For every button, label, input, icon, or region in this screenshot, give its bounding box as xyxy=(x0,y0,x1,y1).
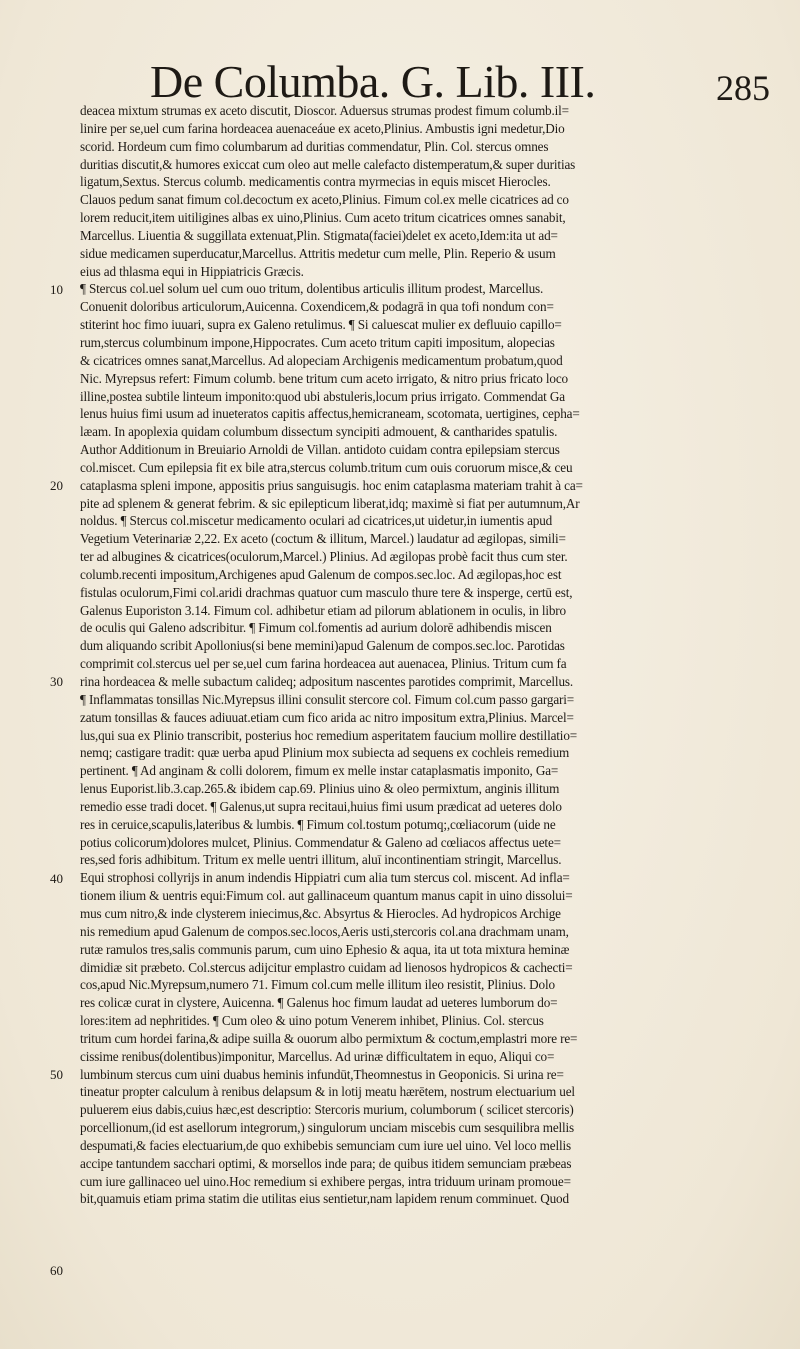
text-line xyxy=(80,316,740,334)
text-line-content: nis remedium apud Galenum de compos.sec.locos,Aeris usti,stercoris col.ana drachmam unam, xyxy=(80,923,569,939)
text-line xyxy=(80,727,740,745)
text-line-content: Conuenit doloribus articulorum,Auicenna. Coxendicem,& podagrā in qua tofi nondum con= xyxy=(80,299,554,315)
text-line xyxy=(80,120,740,138)
text-line-content: cataplasma spleni impone, appositis prius sanguisugis. hoc enim cataplasma materiam trahit à ca= xyxy=(80,477,583,493)
text-line xyxy=(80,173,740,191)
text-line xyxy=(80,530,740,548)
text-line-content: cum iure gallinaceo uel uino.Hoc remedium si exhibere pergas, intra triduum urinam promoue= xyxy=(80,1173,571,1189)
text-line xyxy=(80,548,740,566)
margin-line-number: 30 xyxy=(50,674,63,690)
text-line-content: & cicatrices omnes sanat,Marcellus. Ad alopeciam Archigenis medicamentum probatum,quod xyxy=(80,352,563,368)
text-line-content: Equi strophosi collyrijs in anum indendis Hippiatri cum alia tum stercus col. miscent. Ad infla= xyxy=(80,870,570,886)
text-line-content: tritum cum hordei farina,& adipe suilla & ouorum albo permixtum & coctum,emplastri more re= xyxy=(80,1030,578,1046)
text-line xyxy=(80,1137,740,1155)
text-line xyxy=(80,512,740,530)
text-line xyxy=(80,388,740,406)
text-line-content: pite ad splenem & generat febrim. & sic epilepticum liberat,idq; maximè si fiat per autumnum,Ar xyxy=(80,495,580,511)
text-line xyxy=(80,976,740,994)
margin-line-number: 50 xyxy=(50,1066,63,1082)
text-line-content: res colicæ curat in clystere, Auicenna. ¶ Galenus hoc fimum laudat ad ueteres lumborum do= xyxy=(80,995,558,1011)
text-line-content: eius ad thlasma equi in Hippiatricis Græcis. xyxy=(80,263,304,279)
margin-line-number: 60 xyxy=(50,1263,63,1279)
text-line-content: rina hordeacea & melle subactum calideq; adpositum nascentes parotides comprimit, Marcellus. xyxy=(80,674,574,689)
text-line xyxy=(80,637,740,655)
text-line-content: scorid. Hordeum cum fimo columbarum ad duritias commendatur, Plin. Col. stercus omnes xyxy=(80,138,549,154)
text-line xyxy=(80,887,740,905)
text-line-content: lus,qui sua ex Plinio transcribit, posterius hoc remedium asperitatem faucium mollire destillatio= xyxy=(80,727,578,743)
text-line xyxy=(80,1119,740,1137)
text-line xyxy=(80,1030,740,1048)
text-line xyxy=(80,584,740,602)
text-line xyxy=(80,495,740,513)
text-line-content: lenus huius fimi usum ad inueteratos capitis affectus,hemicraneam, scotomata, uertigines, cepha= xyxy=(80,406,580,422)
text-line xyxy=(80,780,740,798)
text-line-content: res,sed foris adhibitum. Tritum ex melle uentri illitum, aluī incontinentiam stringit, Marcellus. xyxy=(80,852,562,868)
margin-line-number: 20 xyxy=(50,477,63,493)
text-line-content: potius colicorum)dolores mulcet, Plinius. Commendatur & Galeno ad cœliacos affectus uete= xyxy=(80,834,561,850)
text-line-content: Vegetium Veterinariæ 2,22. Ex aceto (coctum & illitum, Marcel.) laudatur ad ægilopas, simili= xyxy=(80,531,566,547)
page-number: 285 xyxy=(716,68,770,108)
text-line-content: mus cum nitro,& inde clysterem iniecimus,&c. Absyrtus & Hierocles. Ad hydropicos Archige xyxy=(80,905,561,921)
text-line-content: nemq; castigare tradit: quæ uerba apud Plinium mox subiecta ad sequens ex cochleis remedium xyxy=(80,745,570,761)
text-line xyxy=(80,191,740,209)
text-line xyxy=(80,280,740,298)
text-line-content: Clauos pedum sanat fimum col.decoctum ex aceto,Plinius. Fimum col.ex melle cicatrices ad co xyxy=(80,192,569,208)
text-line xyxy=(80,1155,740,1173)
text-line-content: bit,quamuis etiam prima statim die utilitas eius sentietur,nam lapidem renum comminuet. Quod xyxy=(80,1191,569,1207)
text-line-content: sidue medicamen superducatur,Marcellus. Attritis medetur cum melle, Plin. Reperio & usum xyxy=(80,245,556,261)
text-line-content: illine,postea subtile linteum imponito:quod ubi abstuleris,locum prius irrigato. Commendat Ga xyxy=(80,388,565,404)
text-line-content: rum,stercus columbinum impone,Hippocrates. Cum aceto tritum capiti impositum, alopecias xyxy=(80,334,555,350)
text-line xyxy=(80,138,740,156)
text-line-content: accipe tantundem sacchari optimi, & morsellos inde para; de quibus itidem semunciam præbeas xyxy=(80,1155,572,1171)
body-text xyxy=(80,102,740,1208)
text-line-content: ligatum,Sextus. Stercus columb. medicamentis contra myrmecias in equis miscet Hierocles. xyxy=(80,174,551,190)
text-line xyxy=(80,994,740,1012)
text-line-content: pertinent. ¶ Ad anginam & colli dolorem, fimum ex melle instar cataplasmatis imponito, Ga= xyxy=(80,763,559,779)
text-line xyxy=(80,405,740,423)
text-line xyxy=(80,619,740,637)
text-line-content: læam. In apoplexia quidam columbum dissectum syncipiti admouent, & cantharides spatulis. xyxy=(80,424,558,440)
text-line-content: despumati,& facies electuarium,de quo exhibebis semunciam cum iure uel uino. Vel loco mellis xyxy=(80,1137,571,1153)
text-line-content: Nic. Myrepsus refert: Fimum columb. bene tritum cum aceto irrigato, & nitro prius fricato loco xyxy=(80,370,568,386)
text-line xyxy=(80,709,740,727)
text-line xyxy=(80,1083,740,1101)
text-line xyxy=(80,798,740,816)
text-line xyxy=(80,762,740,780)
text-line-content: col.miscet. Cum epilepsia fit ex bile atra,stercus columb.tritum cum ouis coruorum misce,& ceu xyxy=(80,459,573,475)
text-line-content: ¶ Stercus col.uel solum uel cum ouo tritum, dolentibus articulis illitum prodest, Marcellus. xyxy=(80,281,544,297)
text-line xyxy=(80,923,740,941)
text-line-content: cos,apud Nic.Myrepsum,numero 71. Fimum col.cum melle illitum ileo resistit, Plinius. Dolo xyxy=(80,977,555,993)
text-line xyxy=(80,1173,740,1191)
text-line xyxy=(80,959,740,977)
text-line-content: de oculis qui Galeno adscribitur. ¶ Fimum col.fomentis ad aurium dolorē adhibendis miscen xyxy=(80,620,552,636)
text-line-content: linire per se,uel cum farina hordeacea auenaceáue ex aceto,Plinius. Ambustis igni medetur,Dio xyxy=(80,120,565,136)
text-line-content: Marcellus. Liuentia & suggillata extenuat,Plin. Stigmata(faciei)delet ex aceto,Idem:ita ut ad= xyxy=(80,227,558,243)
text-line-content: duritias discutit,& humores exiccat cum oleo aut melle calefacto distemperatum,& super duritias xyxy=(80,156,576,172)
text-line xyxy=(80,1012,740,1030)
text-line-content: Galenus Euporiston 3.14. Fimum col. adhibetur etiam ad pilorum ablationem in oculis, in libro xyxy=(80,602,566,618)
text-line xyxy=(80,441,740,459)
text-line xyxy=(80,102,740,120)
text-line xyxy=(80,352,740,370)
text-line xyxy=(80,227,740,245)
text-line xyxy=(80,602,740,620)
text-line-content: lorem reducit,item uitiligines albas ex uino,Plinius. Cum aceto tritum cicatrices omnes sanabit, xyxy=(80,210,566,226)
text-line xyxy=(80,869,740,887)
text-line xyxy=(80,245,740,263)
text-line xyxy=(80,156,740,174)
text-line xyxy=(80,744,740,762)
text-line-content: puluerem eius dabis,cuius hæc,est descriptio: Stercoris murium, columborum ( scilicet stercoris) xyxy=(80,1102,574,1118)
text-line xyxy=(80,1190,740,1208)
text-line xyxy=(80,691,740,709)
text-line-content: tionem ilium & uentris equi:Fimum col. aut gallinaceum quantum manus capit in uino dissolui= xyxy=(80,888,573,904)
margin-line-number: 10 xyxy=(50,281,63,297)
text-line-content: remedio esse tradi docet. ¶ Galenus,ut supra recitaui,huius fimi usum prædicat ad ueteres dolo xyxy=(80,798,562,814)
text-line-content: tineatur propter calculum à renibus delapsum & in lotij meatu hærētem, nostrum electuarium uel xyxy=(80,1084,575,1100)
text-line-content: cissime renibus(dolentibus)imponitur, Marcellus. Ad urinæ difficultatem in equo, Aliqui co= xyxy=(80,1048,555,1064)
text-line xyxy=(80,655,740,673)
text-line-content: Author Additionum in Breuiario Arnoldi de Villan. antidoto cuidam contra epilepsiam stercus xyxy=(80,442,560,458)
text-line-content: lumbinum stercus cum uini duabus heminis infundūt,Theomnestus in Geoponicis. Si urina re= xyxy=(80,1066,564,1082)
text-line-content: rutæ ramulos tres,salis communis parum, cum uino Ephesio & aqua, ita ut tota mixtura heminæ xyxy=(80,941,570,957)
text-line-content: dum aliquando scribit Apollonius(si bene memini)apud Galenum de compos.sec.loc. Parotidas xyxy=(80,638,565,654)
text-line-content: ter ad albugines & cicatrices(oculorum,Marcel.) Plinius. Ad ægilopas probè facit thus cum ster. xyxy=(80,549,568,565)
text-line xyxy=(80,263,740,281)
text-line xyxy=(80,1048,740,1066)
text-line xyxy=(80,1066,740,1084)
text-line xyxy=(80,334,740,352)
margin-line-number: 40 xyxy=(50,870,63,886)
text-line xyxy=(80,298,740,316)
text-line xyxy=(80,1101,740,1119)
text-line-content: deacea mixtum strumas ex aceto discutit, Dioscor. Aduersus strumas prodest fimum columb.il= xyxy=(80,103,569,118)
running-title: De Columba. G. Lib. III. xyxy=(150,56,596,107)
text-line xyxy=(80,459,740,477)
text-line xyxy=(80,816,740,834)
text-line-content: porcellionum,(id est asellorum integrorum,) singulorum unciam miscebis cum sesquilibra mellis xyxy=(80,1120,575,1136)
text-line-content: zatum tonsillas & fauces adiuuat.etiam cum fico arida ac nitro impositum extra,Plinius. Marcel= xyxy=(80,709,574,725)
text-line xyxy=(80,477,740,495)
page-header xyxy=(150,56,770,108)
text-line xyxy=(80,423,740,441)
text-line xyxy=(80,834,740,852)
text-line xyxy=(80,851,740,869)
text-line-content: dimidiæ sit præbeto. Col.stercus adijcitur emplastro cuidam ad lienosos hydropicos & cachecti= xyxy=(80,959,573,975)
text-line-content: ¶ Inflammatas tonsillas Nic.Myrepsus illini consulit stercore col. Fimum col.cum passo gargari= xyxy=(80,691,575,707)
text-line-content: lores:item ad nephritides. ¶ Cum oleo & uino potum Venerem inhibet, Plinius. Col. stercus xyxy=(80,1013,544,1029)
text-line-content: fistulas oculorum,Fimi col.aridi drachmas quatuor cum masculo thure tere & insperge, certū est, xyxy=(80,584,573,600)
text-line xyxy=(80,209,740,227)
text-line xyxy=(80,566,740,584)
text-line-content: stiterint hoc fimo iuuari, supra ex Galeno retulimus. ¶ Si caluescat mulier ex defluuio capillo= xyxy=(80,317,562,333)
text-line xyxy=(80,370,740,388)
text-line xyxy=(80,941,740,959)
text-line xyxy=(80,673,740,691)
text-line-content: lenus Euporist.lib.3.cap.265.& ibidem cap.69. Plinius uino & oleo permixtum, anginis illitum xyxy=(80,781,560,797)
text-line xyxy=(80,905,740,923)
text-line-content: noldus. ¶ Stercus col.miscetur medicamento oculari ad cicatrices,ut uidetur,in iumentis apud xyxy=(80,513,553,529)
text-line-content: comprimit col.stercus uel per se,uel cum farina hordeacea aut auenacea, Plinius. Tritum cum fa xyxy=(80,656,567,672)
text-line-content: columb.recenti impositum,Archigenes apud Galenum de compos.sec.loc. Ad ægilopas,hoc est xyxy=(80,566,562,582)
text-line-content: res in ceruice,scapulis,lateribus & lumbis. ¶ Fimum col.tostum potumq;,cœliacorum (uide ne xyxy=(80,816,556,832)
